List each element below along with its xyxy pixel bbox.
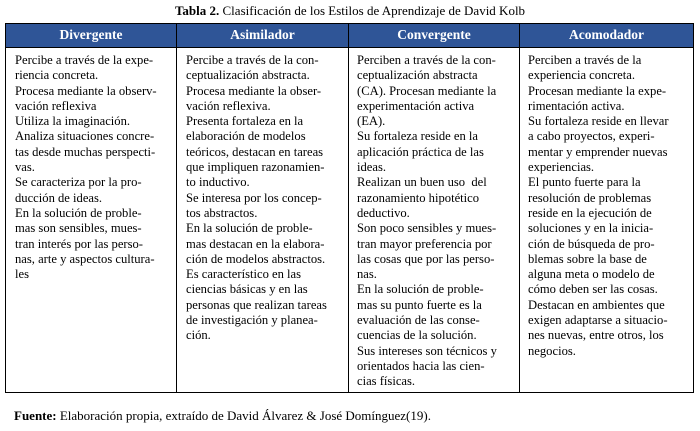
cell-line: vación reflexiva. — [186, 98, 271, 113]
cell-line: vación reflexiva — [15, 98, 97, 113]
cell-line: ducción de ideas. — [15, 190, 103, 205]
cell-line: mentar y emprender nuevas — [528, 144, 668, 159]
header-acomodador: Acomodador — [569, 27, 644, 42]
cell-line: Perciben a través de la — [528, 53, 642, 67]
cell-line: Presenta fortaleza en la — [186, 114, 304, 129]
cell-line: ceptualización abstracta — [357, 68, 478, 83]
cell-acomodador — [528, 53, 669, 359]
caption-title: Clasificación de los Estilos de Aprendizaje de David Kolb — [219, 3, 526, 18]
cell-line: nas, arte y aspectos cultura- — [15, 251, 155, 266]
cell-line: tas desde muchas perspecti- — [15, 144, 156, 159]
column-divider — [519, 24, 520, 392]
cell-line: ción de búsqueda de pro- — [528, 236, 655, 251]
table-header-row — [6, 24, 693, 48]
cell-line: cómo deben ser las cosas. — [528, 282, 658, 297]
cell-line: Procesa mediante la observ- — [15, 83, 157, 98]
cell-line: de investigación y planea- — [186, 313, 318, 328]
cell-line: ción. — [186, 328, 211, 343]
cell-divergente — [15, 53, 157, 282]
cell-line: evaluación de las conse- — [357, 313, 480, 328]
cell-line: teóricos, destacan en tareas — [186, 144, 324, 159]
cell-line: exigen adaptarse a situacio- — [528, 313, 668, 328]
cell-line: experiencias. — [528, 160, 595, 175]
cell-line: nas. — [357, 267, 377, 282]
cell-line: Su fortaleza reside en la — [357, 129, 478, 144]
cell-convergente — [357, 53, 497, 390]
cell-line: Percibe a través de la con- — [186, 53, 319, 67]
cell-line: Realizan un buen uso del — [357, 175, 487, 190]
cell-line: vas. — [15, 160, 35, 175]
cell-line: a cabo proyectos, experi- — [528, 129, 655, 144]
cell-line: ideas. — [357, 160, 387, 175]
header-convergente: Convergente — [397, 27, 471, 42]
cell-line: mas su punto fuerte es la — [357, 297, 482, 312]
table-caption — [0, 3, 700, 19]
cell-line: experiencia concreta. — [528, 68, 635, 83]
cell-line: deductivo. — [357, 205, 410, 220]
cell-line: ciencias básicas y en las — [186, 282, 308, 297]
cell-line: razonamiento hipotético — [357, 190, 480, 205]
source-note — [14, 408, 431, 424]
cell-line: rimentación activa. — [528, 98, 625, 113]
caption-label: Tabla 2. — [174, 3, 220, 18]
cell-line: negocios. — [528, 343, 576, 358]
cell-line: resolución de problemas — [528, 190, 652, 205]
cell-line: (CA). Procesan mediante la — [357, 83, 497, 98]
header-asimilador: Asimilador — [230, 27, 295, 42]
cell-line: cias físicas. — [357, 374, 416, 389]
cell-line: ción de modelos abstractos. — [186, 251, 326, 266]
cell-line: ceptualización abstracta. — [186, 68, 310, 83]
cell-line: Perciben a través de la con- — [357, 53, 496, 67]
cell-line: que impliquen razonamien- — [186, 160, 325, 175]
kolb-styles-table — [5, 23, 694, 393]
cell-line: Percibe a través de la expe- — [15, 53, 154, 67]
cell-line: riencia concreta. — [15, 68, 99, 83]
cell-line: Se interesa por los concep- — [186, 190, 322, 205]
cell-line: to inductivo. — [186, 175, 250, 190]
cell-line: mas destacan en la elabora- — [186, 236, 325, 251]
cell-line: alguna meta o modelo de — [528, 267, 655, 282]
cell-line: les — [15, 267, 29, 282]
cell-line: Utiliza la imaginación. — [15, 114, 131, 129]
cell-line: Son poco sensibles y mues- — [357, 221, 497, 236]
cell-line: tran mayor preferencia por — [357, 236, 492, 251]
cell-line: En la solución de proble- — [357, 282, 484, 297]
cell-line: Destacan en ambientes que — [528, 297, 665, 312]
cell-line: blemas sobre la base de — [528, 251, 647, 266]
header-divergente: Divergente — [59, 27, 123, 42]
cell-line: reside en la ejecución de — [528, 205, 652, 220]
column-divider — [176, 24, 177, 392]
cell-line: En la solución de proble- — [15, 205, 142, 220]
cell-line: Es característico en las — [186, 267, 302, 282]
cell-line: Analiza situaciones concre- — [15, 129, 155, 144]
cell-line: Se caracteriza por la pro- — [15, 175, 142, 190]
source-label: Fuente: — [14, 408, 57, 423]
cell-line: soluciones y en la inicia- — [528, 221, 654, 236]
cell-line: aplicación práctica de las — [357, 144, 484, 159]
cell-line: El punto fuerte para la — [528, 175, 641, 190]
cell-line: Procesa mediante la obser- — [186, 83, 322, 98]
cell-line: cuencias de la solución. — [357, 328, 477, 343]
column-divider — [348, 24, 349, 392]
cell-line: Sus intereses son técnicos y — [357, 343, 497, 358]
cell-line: elaboración de modelos — [186, 129, 306, 144]
cell-line: tos abstractos. — [186, 205, 258, 220]
cell-line: las cosas que por las perso- — [357, 251, 495, 266]
source-text: Elaboración propia, extraído de David Álvarez & José Domínguez(19). — [56, 408, 431, 423]
cell-line: experimentación activa — [357, 98, 475, 113]
cell-line: personas que realizan tareas — [186, 297, 327, 312]
cell-line: nes nuevas, entre otros, los — [528, 328, 664, 343]
cell-line: (EA). — [357, 114, 386, 129]
cell-line: Su fortaleza reside en llevar — [528, 114, 669, 129]
cell-line: tran interés por las perso- — [15, 236, 143, 251]
cell-line: En la solución de proble- — [186, 221, 313, 236]
cell-line: mas son sensibles, mues- — [15, 221, 142, 236]
cell-line: Procesan mediante la expe- — [528, 83, 667, 98]
cell-line: orientados hacia las cien- — [357, 358, 485, 373]
cell-asimilador — [186, 53, 327, 344]
